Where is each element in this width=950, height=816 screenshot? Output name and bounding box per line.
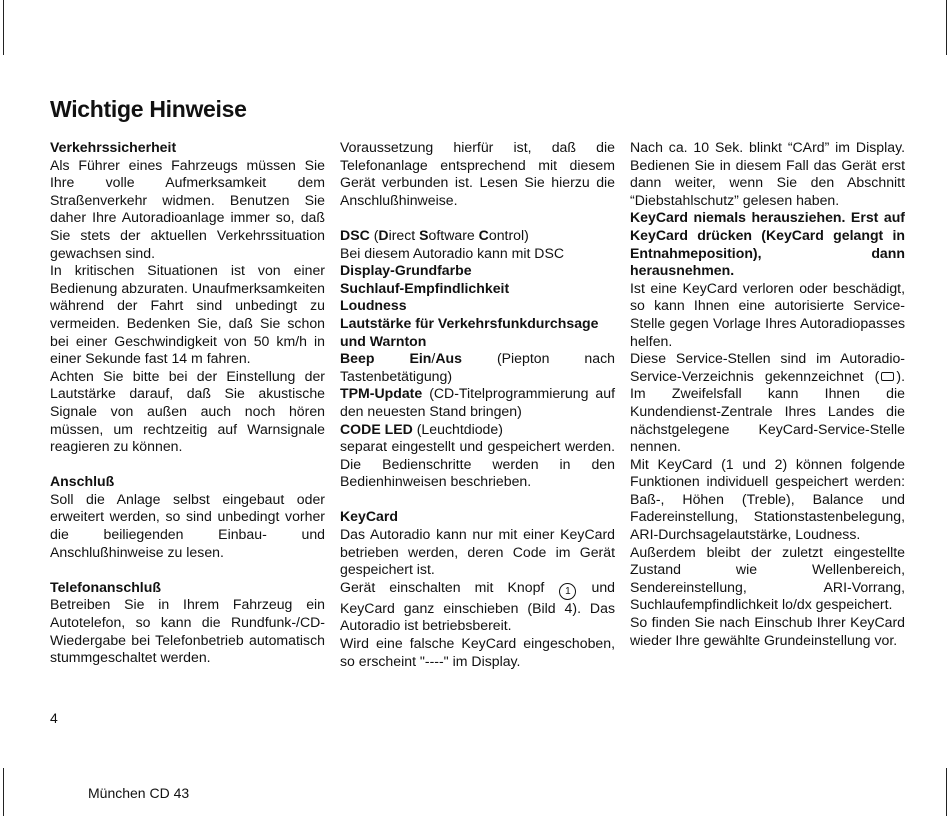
paragraph: Gerät einschalten mit Knopf 1 und KeyCard ganz einschieben (Bild 4). Das Autoradio ist betriebsbereit. bbox=[340, 578, 615, 634]
knob-1-icon: 1 bbox=[559, 583, 576, 600]
paragraph: In kritischen Situationen ist von einer Bedienung abzuraten. Unaufmerksamkeiten während der Fahrt sind unbedingt zu vermeiden. Bedenken Sie, daß Sie schon bei einer Geschwindigkeit von 50 km/h in einer Sekunde fast 14 m fahren. bbox=[50, 262, 325, 367]
paragraph: Betreiben Sie in Ihrem Fahrzeug ein Autotelefon, so kann die Rundfunk-/CD-Wiedergabe bei Telefonbetrieb automatisch stummgeschaltet werden. bbox=[50, 596, 325, 666]
heading-keycard: KeyCard bbox=[340, 508, 398, 525]
dsc-heading: DSC (Direct Software Control) bbox=[340, 226, 529, 243]
dsc-item: Loudness bbox=[340, 297, 407, 314]
dsc-item: Display-Grundfarbe bbox=[340, 262, 472, 279]
crop-mark-top-left bbox=[3, 0, 4, 55]
paragraph: separat eingestellt und gespeichert werden. Die Bedienschritte werden in den Bedienhinweisen beschrieben. bbox=[340, 438, 615, 490]
paragraph: Als Führer eines Fahrzeugs müssen Sie Ihre volle Aufmerksamkeit dem Straßenverkehr widmen. Benutzen Sie daher Ihre Autoradioanlage immer so, daß Sie stets der aktuellen Verkehrssituation gewachsen sind. bbox=[50, 156, 325, 261]
paragraph: Das Autoradio kann nur mit einer KeyCard betrieben werden, deren Code im Gerät gespeichert ist. bbox=[340, 526, 615, 578]
dsc-item-tpm: TPM-Update (CD-Titelprogrammierung auf den neuesten Stand bringen) bbox=[340, 385, 615, 419]
paragraph: Soll die Anlage selbst eingebaut oder erweitert werden, so sind unbedingt vorher die beiliegenden Einbau- und Anschlußhinweise zu lesen. bbox=[50, 490, 325, 560]
paragraph: Diese Service-Stellen sind im Autoradio-Service-Verzeichnis gekennzeichnet ( ). Im Zweifelsfall kann Ihnen die Kundendienst-Zentrale Ihres Landes die nächstgelegene KeyCard-Service-Stelle nennen. bbox=[630, 350, 905, 455]
crop-mark-bottom-left bbox=[3, 768, 4, 816]
crop-mark-top-right bbox=[946, 0, 947, 55]
page-title: Wichtige Hinweise bbox=[50, 96, 247, 122]
dsc-rest: SC bbox=[350, 226, 370, 243]
heading-anschluss: Anschluß bbox=[50, 473, 115, 490]
footer-model: München CD 43 bbox=[88, 785, 190, 801]
dsc-item-beep: Beep Ein/Aus (Piepton nach Tastenbetätigung) bbox=[340, 350, 615, 384]
heading-telefonanschluss: Telefonanschluß bbox=[50, 578, 161, 595]
dsc-item-code: CODE LED (Leuchtdiode) bbox=[340, 420, 503, 437]
paragraph: Mit KeyCard (1 und 2) können folgende Funktionen individuell gespeichert werden: Baß-, Höhen (Treble), Balance und Fadereinstellung, Stationstastenbelegung, ARI-Durchsagelautstärke, Loudness. bbox=[630, 455, 905, 543]
paragraph: So finden Sie nach Einschub Ihrer KeyCard wieder Ihre gewählte Grundeinstellung vor. bbox=[630, 614, 905, 648]
dsc-letter: D bbox=[340, 226, 351, 243]
warning-text: KeyCard niemals herausziehen. Erst auf KeyCard drücken (KeyCard gelangt in Entnahmeposition), dann herausnehmen. bbox=[630, 209, 905, 279]
heading-verkehrssicherheit: Verkehrssicherheit bbox=[50, 139, 177, 155]
keycard-icon bbox=[881, 372, 894, 381]
dsc-item: Lautstärke für Verkehrsfunkdurchsage und Warnton bbox=[340, 314, 599, 349]
paragraph: Außerdem bleibt der zuletzt eingestellte Zustand wie Wellenbereich, Sendereinstellung, ARI-Vorrang, Suchlaufempfindlichkeit lo/dx gespeichert. bbox=[630, 543, 905, 613]
paragraph: Nach ca. 10 Sek. blinkt “CArd” im Display. Bedienen Sie in diesem Fall das Gerät erst dann weiter, wenn Sie den Abschnitt “Diebstahlschutz” gelesen haben. bbox=[630, 139, 905, 208]
dsc-item: Suchlauf-Empfindlichkeit bbox=[340, 279, 510, 296]
paragraph: Bei diesem Autoradio kann mit DSC bbox=[340, 244, 565, 261]
paragraph: Voraussetzung hierfür ist, daß die Telefonanlage entsprechend mit diesem Gerät verbunden ist. Lesen Sie hierzu die Anschlußhinweise. bbox=[340, 139, 615, 208]
paragraph: Ist eine KeyCard verloren oder beschädigt, so kann Ihnen eine autorisierte Service-Stelle gegen Vorlage Ihres Autoradiopasses helfen. bbox=[630, 279, 905, 349]
page-number: 4 bbox=[50, 710, 58, 726]
column-3 bbox=[630, 139, 905, 649]
column-1 bbox=[50, 139, 325, 667]
column-2 bbox=[340, 139, 615, 670]
paragraph: Achten Sie bitte bei der Einstellung der Lautstärke darauf, daß Sie akustische Signale von außen auch noch hören müssen, um rechtzeitig auf Warnsignale reagieren zu können. bbox=[50, 367, 325, 455]
paragraph: Wird eine falsche KeyCard eingeschoben, so erscheint "----" im Display. bbox=[340, 635, 615, 669]
crop-mark-bottom-right bbox=[946, 768, 947, 816]
